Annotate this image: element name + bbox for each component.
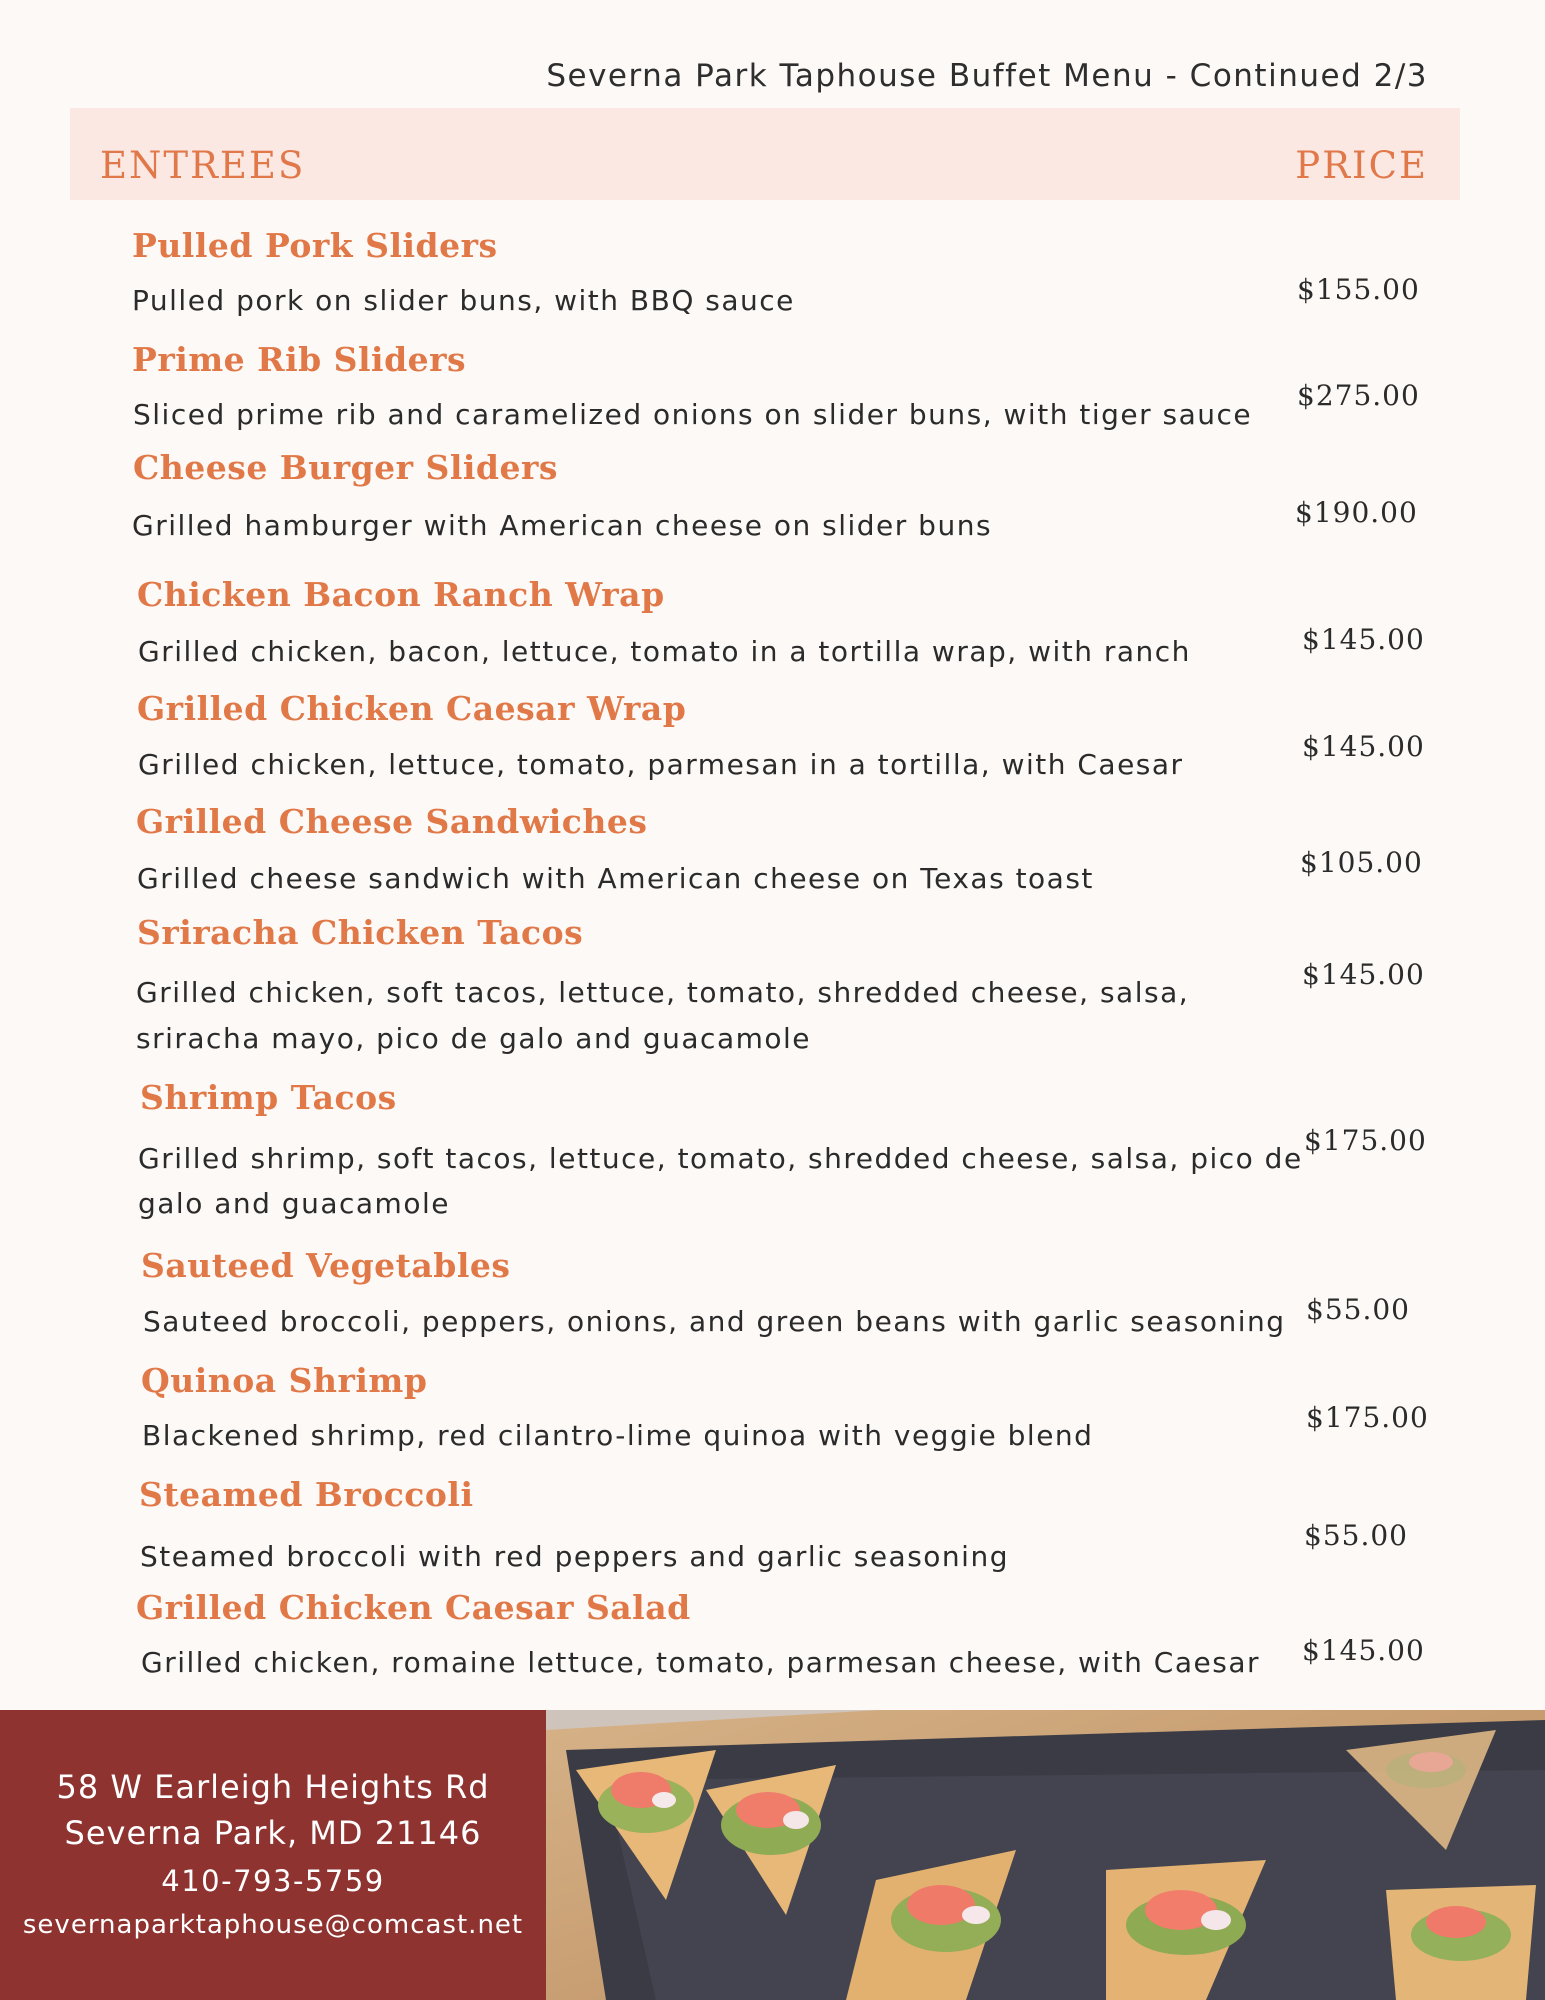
menu-item-description: Grilled chicken, lettuce, tomato, parmesan in a tortilla, with Caesar bbox=[138, 748, 1184, 781]
menu-item-description: sriracha mayo, pico de galo and guacamole bbox=[136, 1022, 812, 1055]
menu-item-name: Chicken Bacon Ranch Wrap bbox=[137, 575, 665, 614]
menu-item-price: $145.00 bbox=[1302, 623, 1425, 656]
phone-number: 410-793-5759 bbox=[161, 1864, 385, 1898]
menu-item-description: Grilled chicken, romaine lettuce, tomato, parmesan cheese, with Caesar bbox=[141, 1646, 1261, 1679]
menu-item-price: $145.00 bbox=[1302, 730, 1425, 763]
menu-item-description: Grilled hamburger with American cheese on slider buns bbox=[132, 509, 993, 542]
menu-item-description: Sliced prime rib and caramelized onions on slider buns, with tiger sauce bbox=[133, 398, 1253, 431]
street-address: 58 W Earleigh Heights Rd bbox=[56, 1768, 490, 1806]
entrees-column-heading: ENTREES bbox=[100, 144, 306, 187]
menu-item-price: $145.00 bbox=[1302, 958, 1425, 991]
menu-item-description: Grilled shrimp, soft tacos, lettuce, tomato, shredded cheese, salsa, pico de bbox=[138, 1142, 1303, 1175]
menu-item-name: Cheese Burger Sliders bbox=[133, 448, 558, 487]
menu-item-price: $155.00 bbox=[1297, 273, 1420, 306]
menu-item-price: $175.00 bbox=[1304, 1124, 1427, 1157]
menu-item-name: Shrimp Tacos bbox=[140, 1078, 397, 1117]
contact-panel bbox=[0, 1710, 546, 2000]
menu-item-price: $145.00 bbox=[1302, 1634, 1425, 1667]
menu-item-name: Steamed Broccoli bbox=[139, 1475, 474, 1514]
menu-item-name: Grilled Chicken Caesar Wrap bbox=[137, 689, 687, 728]
menu-item-price: $175.00 bbox=[1306, 1401, 1429, 1434]
nachos-photo-illustration bbox=[546, 1710, 1545, 2000]
menu-item-name: Prime Rib Sliders bbox=[132, 340, 467, 379]
page-title: Severna Park Taphouse Buffet Menu - Continued 2/3 bbox=[546, 58, 1428, 94]
menu-item-price: $55.00 bbox=[1304, 1519, 1408, 1552]
menu-item-price: $105.00 bbox=[1300, 846, 1423, 879]
menu-item-description: Pulled pork on slider buns, with BBQ sauce bbox=[132, 284, 795, 317]
menu-item-name: Quinoa Shrimp bbox=[141, 1361, 428, 1400]
menu-item-price: $190.00 bbox=[1295, 496, 1418, 529]
city-state-zip: Severna Park, MD 21146 bbox=[64, 1814, 482, 1852]
menu-item-name: Grilled Cheese Sandwiches bbox=[136, 802, 648, 841]
menu-item-description: Sauteed broccoli, peppers, onions, and green beans with garlic seasoning bbox=[143, 1305, 1286, 1338]
menu-item-name: Grilled Chicken Caesar Salad bbox=[136, 1588, 691, 1627]
menu-item-description: Blackened shrimp, red cilantro-lime quinoa with veggie blend bbox=[142, 1419, 1094, 1452]
menu-item-description: Grilled chicken, bacon, lettuce, tomato in a tortilla wrap, with ranch bbox=[138, 635, 1191, 668]
menu-item-price: $55.00 bbox=[1306, 1293, 1410, 1326]
menu-item-description: Steamed broccoli with red peppers and garlic seasoning bbox=[140, 1540, 1009, 1573]
menu-item-name: Pulled Pork Sliders bbox=[132, 226, 498, 265]
menu-item-name: Sauteed Vegetables bbox=[141, 1246, 511, 1285]
price-column-heading: PRICE bbox=[1295, 144, 1428, 187]
menu-item-description: Grilled chicken, soft tacos, lettuce, tomato, shredded cheese, salsa, bbox=[136, 976, 1190, 1009]
menu-item-price: $275.00 bbox=[1297, 379, 1420, 412]
food-photo bbox=[546, 1710, 1545, 2000]
email-address[interactable]: severnaparktaphouse@comcast.net bbox=[22, 1910, 524, 1940]
menu-item-description: Grilled cheese sandwich with American cheese on Texas toast bbox=[137, 862, 1094, 895]
menu-item-name: Sriracha Chicken Tacos bbox=[137, 913, 584, 952]
menu-item-description: galo and guacamole bbox=[138, 1187, 450, 1220]
